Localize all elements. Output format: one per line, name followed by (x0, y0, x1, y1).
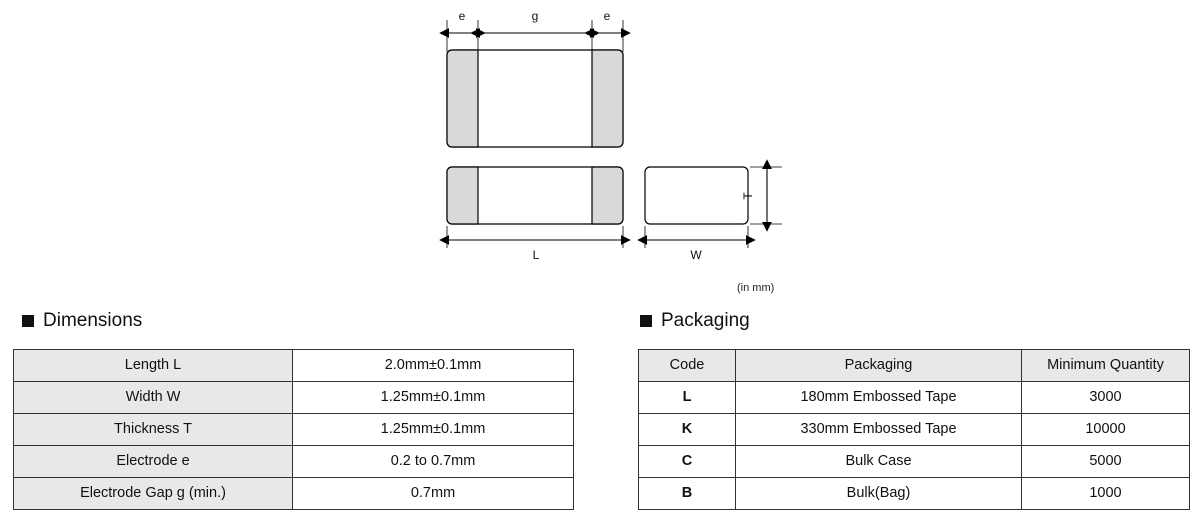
column-header-packaging: Packaging (736, 350, 1022, 382)
packaging-type: Bulk Case (736, 446, 1022, 478)
table-row (639, 414, 1190, 446)
packaging-quantity: 10000 (1022, 414, 1190, 446)
top-extension-lines (447, 20, 623, 52)
dimensions-label: Length L (14, 350, 293, 382)
packaging-quantity: 3000 (1022, 382, 1190, 414)
table-row (14, 446, 574, 478)
dimensions-label: Width W (14, 382, 293, 414)
table-row (639, 478, 1190, 510)
table-header-row (639, 350, 1190, 382)
label-L: L (532, 248, 540, 262)
square-bullet-icon (22, 315, 34, 327)
packaging-quantity: 5000 (1022, 446, 1190, 478)
table-row (639, 446, 1190, 478)
packaging-code: K (639, 414, 736, 446)
column-header-minimum-quantity: Minimum Quantity (1022, 350, 1190, 382)
end-view (645, 167, 748, 224)
end-view-body (645, 167, 748, 224)
label-e-right: e (603, 9, 611, 23)
dimensions-label: Thickness T (14, 414, 293, 446)
unit-note: (in mm) (737, 282, 775, 294)
dimensions-value: 2.0mm±0.1mm (293, 350, 574, 382)
packaging-table (638, 349, 1190, 510)
table-row (14, 478, 574, 510)
top-view-right-electrode (592, 50, 623, 147)
packaging-type: 180mm Embossed Tape (736, 382, 1022, 414)
packaging-code: C (639, 446, 736, 478)
packaging-type: Bulk(Bag) (736, 478, 1022, 510)
length-extension-lines (447, 226, 623, 248)
packaging-type: 330mm Embossed Tape (736, 414, 1022, 446)
label-W: W (690, 248, 702, 262)
dimensions-value: 0.7mm (293, 478, 574, 510)
packaging-heading-label: Packaging (661, 310, 750, 331)
packaging-quantity: 1000 (1022, 478, 1190, 510)
label-e-left: e (458, 9, 466, 23)
dimensions-value: 0.2 to 0.7mm (293, 446, 574, 478)
label-g: g (531, 9, 539, 23)
dimensions-value: 1.25mm±0.1mm (293, 382, 574, 414)
dimensions-table (13, 349, 574, 510)
side-view-left-electrode (447, 167, 478, 224)
side-view-length (447, 167, 623, 224)
label-T: T (741, 192, 755, 200)
dimensions-label: Electrode Gap g (min.) (14, 478, 293, 510)
table-row (639, 382, 1190, 414)
packaging-code: B (639, 478, 736, 510)
dimensions-label: Electrode e (14, 446, 293, 478)
packaging-code: L (639, 382, 736, 414)
square-bullet-icon (640, 315, 652, 327)
dimensions-heading (22, 310, 142, 332)
packaging-heading (640, 310, 750, 332)
dimensions-heading-label: Dimensions (43, 310, 143, 331)
top-view-left-electrode (447, 50, 478, 147)
table-row (14, 414, 574, 446)
column-header-code: Code (639, 350, 736, 382)
table-row (14, 382, 574, 414)
dimensions-value: 1.25mm±0.1mm (293, 414, 574, 446)
top-view (447, 50, 623, 147)
side-view-right-electrode (592, 167, 623, 224)
table-row (14, 350, 574, 382)
